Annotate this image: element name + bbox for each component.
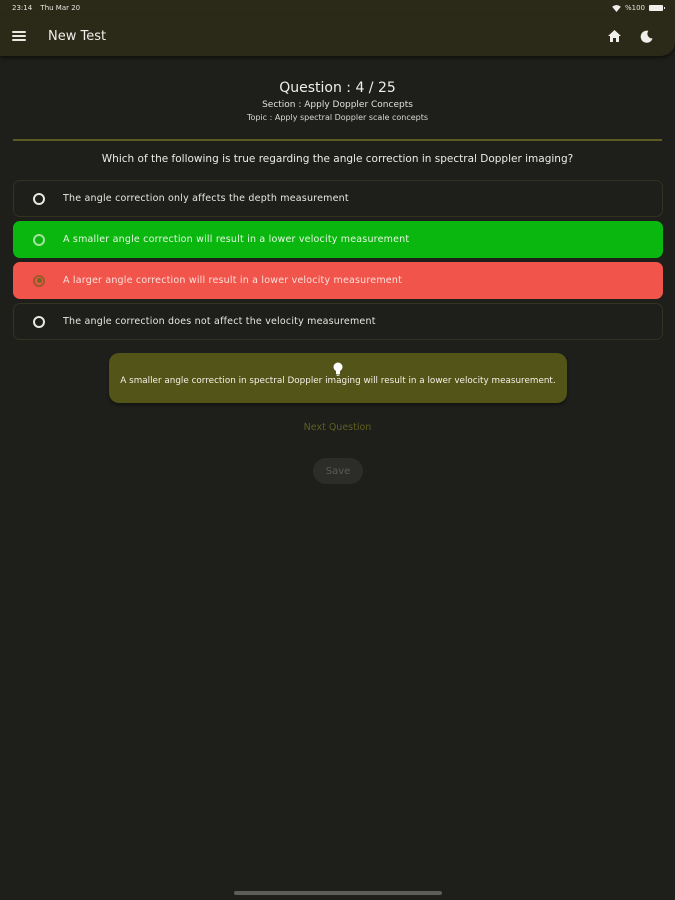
radio-icon[interactable] bbox=[33, 234, 45, 246]
app-bar bbox=[0, 16, 675, 56]
lightbulb-icon bbox=[332, 361, 344, 375]
answer-option-2-correct[interactable] bbox=[13, 221, 663, 258]
answer-option-label: The angle correction does not affect the velocity measurement bbox=[63, 316, 376, 327]
next-question-button[interactable]: Next Question bbox=[303, 422, 372, 433]
explanation-card bbox=[109, 353, 567, 403]
wifi-icon bbox=[612, 5, 621, 12]
question-header bbox=[0, 80, 675, 122]
home-indicator[interactable] bbox=[234, 891, 442, 895]
radio-icon[interactable] bbox=[33, 193, 45, 205]
question-topic: Topic : Apply spectral Doppler scale concepts bbox=[246, 113, 429, 122]
battery-percent: %100 bbox=[624, 4, 645, 12]
explanation-text: A smaller angle correction in spectral Doppler imaging will result in a lower velocity measurement. bbox=[120, 376, 556, 386]
radio-icon[interactable] bbox=[33, 316, 45, 328]
answer-option-label: A smaller angle correction will result in a lower velocity measurement bbox=[63, 234, 410, 245]
battery-icon bbox=[649, 5, 663, 11]
save-button[interactable]: Save bbox=[313, 458, 363, 484]
question-section: Section : Apply Doppler Concepts bbox=[262, 100, 413, 110]
status-time: 23:14 bbox=[12, 4, 33, 12]
status-bar bbox=[0, 0, 675, 16]
answer-option-4[interactable] bbox=[13, 303, 663, 340]
question-text: Which of the following is true regarding the angle correction in spectral Doppler imaging? bbox=[101, 153, 574, 165]
question-counter: Question : 4 / 25 bbox=[279, 80, 396, 96]
answer-option-1[interactable] bbox=[13, 180, 663, 217]
answer-options bbox=[13, 180, 663, 344]
header-divider bbox=[13, 139, 662, 141]
dark-mode-icon[interactable] bbox=[637, 27, 655, 45]
answer-option-label: The angle correction only affects the depth measurement bbox=[63, 193, 349, 204]
app-title: New Test bbox=[48, 28, 107, 44]
answer-option-label: A larger angle correction will result in a lower velocity measurement bbox=[63, 275, 402, 286]
answer-option-3-selected-wrong[interactable] bbox=[13, 262, 663, 299]
radio-selected-icon[interactable] bbox=[33, 275, 45, 287]
menu-icon[interactable] bbox=[12, 30, 26, 42]
home-icon[interactable] bbox=[605, 27, 623, 45]
status-date: Thu Mar 20 bbox=[40, 4, 81, 12]
